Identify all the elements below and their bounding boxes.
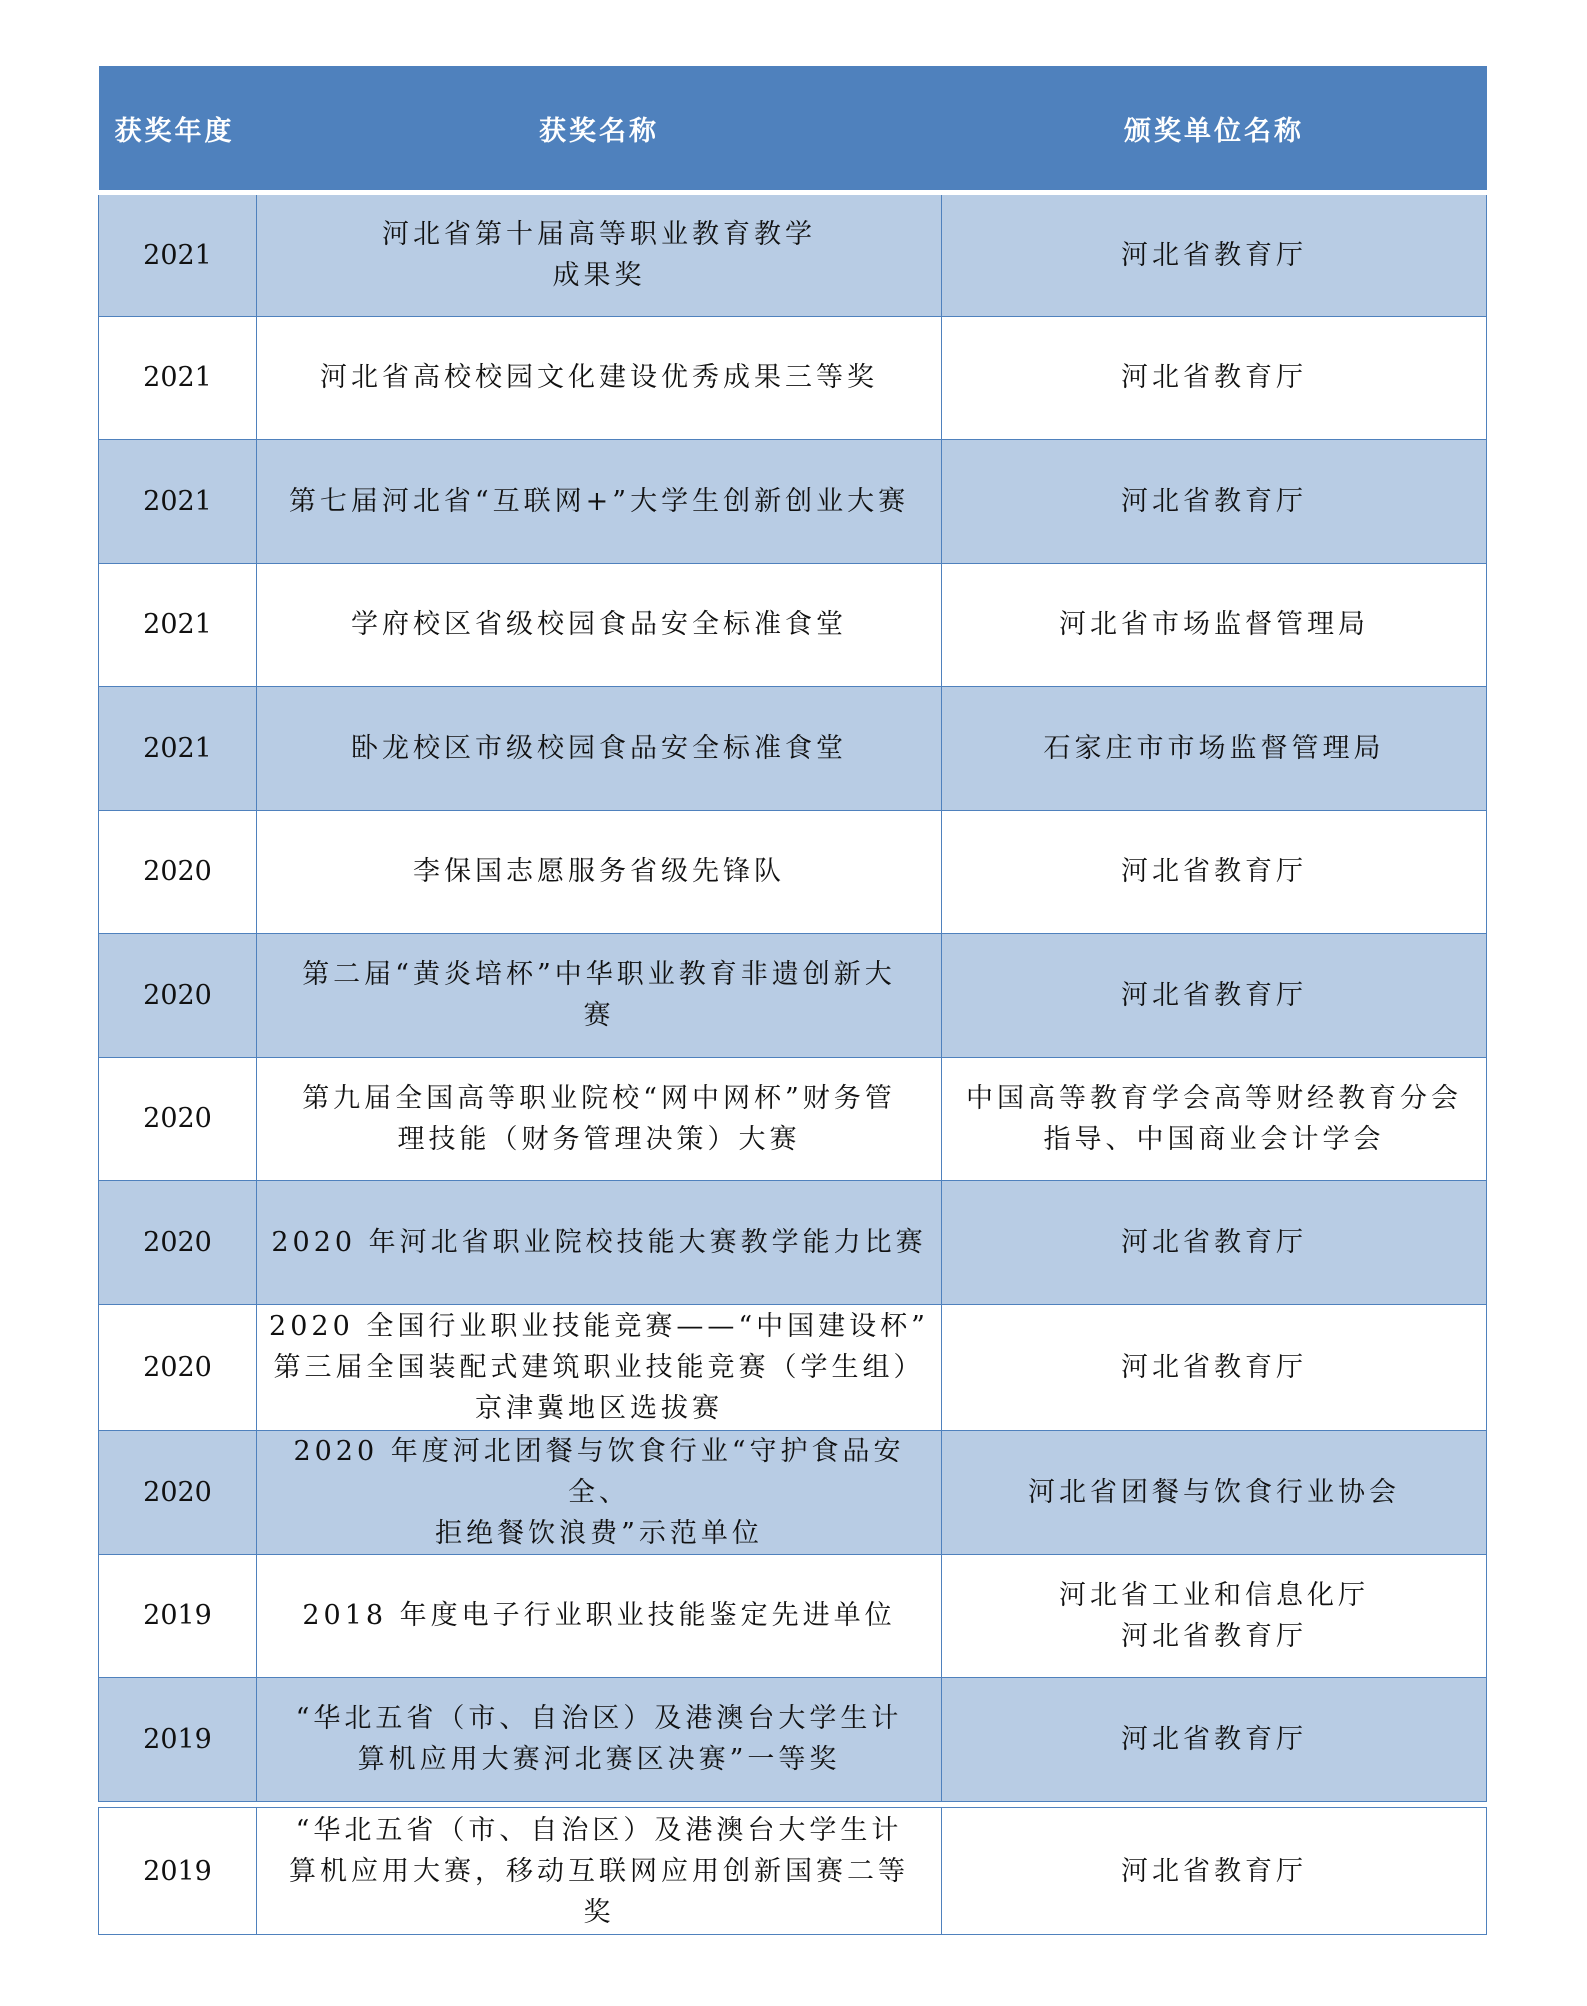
award-name-line: 河北省第十届高等职业教育教学 bbox=[382, 219, 816, 251]
award-name-line: 河北省高校校园文化建设优秀成果三等奖 bbox=[320, 362, 878, 394]
award-name-line: 卧龙校区市级校园食品安全标准食堂 bbox=[351, 732, 847, 764]
header-award: 获奖名称 bbox=[257, 66, 942, 193]
award-name bbox=[257, 810, 942, 934]
header-year: 获奖年度 bbox=[99, 66, 257, 193]
award-name-line: 2020 年度河北团餐与饮食行业“守护食品安全、 bbox=[293, 1435, 905, 1508]
award-year: 2021 bbox=[99, 193, 257, 317]
award-name-line: 京津冀地区选拔赛 bbox=[475, 1392, 723, 1424]
award-name-line: 算机应用大赛河北赛区决赛”一等奖 bbox=[357, 1744, 841, 1776]
table-row bbox=[99, 1430, 1487, 1554]
table-row bbox=[99, 440, 1487, 564]
award-issuer-line: 河北省教育厅 bbox=[1121, 239, 1307, 271]
award-issuer-line: 河北省工业和信息化厅 bbox=[1059, 1579, 1369, 1611]
award-name-line: 李保国志愿服务省级先锋队 bbox=[413, 856, 785, 888]
award-issuer bbox=[942, 440, 1487, 564]
table-row bbox=[99, 1057, 1487, 1181]
award-year: 2020 bbox=[99, 810, 257, 934]
award-issuer bbox=[942, 1808, 1487, 1935]
award-year: 2020 bbox=[99, 1304, 257, 1430]
awards-table bbox=[98, 66, 1487, 1802]
table-row bbox=[99, 1678, 1487, 1802]
award-year: 2020 bbox=[99, 1181, 257, 1305]
table-row bbox=[99, 193, 1487, 317]
award-name-line: 奖 bbox=[583, 1896, 615, 1928]
award-issuer-line: 河北省教育厅 bbox=[1121, 979, 1307, 1011]
award-name-line: 第七届河北省“互联网+”大学生创新创业大赛 bbox=[288, 485, 910, 517]
award-name bbox=[257, 316, 942, 440]
award-name-line: 2018 年度电子行业职业技能鉴定先进单位 bbox=[302, 1600, 896, 1632]
award-year: 2020 bbox=[99, 1430, 257, 1554]
award-issuer-line: 河北省教育厅 bbox=[1121, 1226, 1307, 1258]
table-row bbox=[99, 687, 1487, 811]
table-row bbox=[99, 316, 1487, 440]
award-year: 2019 bbox=[99, 1678, 257, 1802]
award-year: 2019 bbox=[99, 1554, 257, 1678]
table-row bbox=[99, 1808, 1487, 1935]
award-name bbox=[257, 1304, 942, 1430]
award-name bbox=[257, 1430, 942, 1554]
award-name bbox=[257, 563, 942, 687]
award-issuer bbox=[942, 934, 1487, 1058]
award-name-line: 2020 全国行业职业技能竞赛——“中国建设杯” bbox=[269, 1310, 929, 1342]
award-issuer bbox=[942, 1678, 1487, 1802]
award-year: 2021 bbox=[99, 316, 257, 440]
award-issuer bbox=[942, 1304, 1487, 1430]
award-issuer bbox=[942, 1181, 1487, 1305]
award-year: 2021 bbox=[99, 563, 257, 687]
award-issuer-line: 河北省教育厅 bbox=[1121, 1351, 1307, 1383]
table-row bbox=[99, 1181, 1487, 1305]
award-issuer-line: 河北省教育厅 bbox=[1121, 1855, 1307, 1887]
award-issuer bbox=[942, 687, 1487, 811]
award-year: 2020 bbox=[99, 934, 257, 1058]
award-name-line: 第三届全国装配式建筑职业技能竞赛（学生组） bbox=[273, 1351, 925, 1383]
table-row bbox=[99, 563, 1487, 687]
award-issuer bbox=[942, 1057, 1487, 1181]
award-year: 2021 bbox=[99, 687, 257, 811]
award-issuer-line: 河北省教育厅 bbox=[1121, 362, 1307, 394]
award-issuer-line: 中国高等教育学会高等财经教育分会 bbox=[966, 1082, 1462, 1114]
award-name-line: “华北五省（市、自治区）及港澳台大学生计 bbox=[295, 1703, 903, 1735]
award-name-line: “华北五省（市、自治区）及港澳台大学生计 bbox=[295, 1814, 903, 1846]
award-issuer bbox=[942, 810, 1487, 934]
award-name-line: 成果奖 bbox=[552, 260, 646, 292]
award-issuer-line: 指导、中国商业会计学会 bbox=[1043, 1123, 1385, 1155]
award-issuer bbox=[942, 316, 1487, 440]
table-row bbox=[99, 934, 1487, 1058]
award-name bbox=[257, 934, 942, 1058]
award-issuer bbox=[942, 1554, 1487, 1678]
award-issuer bbox=[942, 193, 1487, 317]
table-row bbox=[99, 1304, 1487, 1430]
award-name bbox=[257, 1678, 942, 1802]
award-name-line: 2020 年河北省职业院校技能大赛教学能力比赛 bbox=[271, 1226, 927, 1258]
award-name-line: 第九届全国高等职业院校“网中网杯”财务管 bbox=[302, 1082, 896, 1114]
award-issuer-line: 河北省教育厅 bbox=[1121, 856, 1307, 888]
award-issuer-line: 河北省市场监督管理局 bbox=[1059, 609, 1369, 641]
award-name-line: 赛 bbox=[583, 1000, 615, 1032]
award-name bbox=[257, 193, 942, 317]
award-name bbox=[257, 687, 942, 811]
award-name-line: 第二届“黄炎培杯”中华职业教育非遗创新大 bbox=[302, 959, 896, 991]
award-name-line: 算机应用大赛，移动互联网应用创新国赛二等 bbox=[289, 1855, 909, 1887]
award-issuer-line: 河北省教育厅 bbox=[1121, 485, 1307, 517]
table-row bbox=[99, 1554, 1487, 1678]
award-issuer-line: 河北省教育厅 bbox=[1121, 1723, 1307, 1755]
header-issuer: 颁奖单位名称 bbox=[942, 66, 1487, 193]
award-year: 2019 bbox=[99, 1808, 257, 1935]
award-name bbox=[257, 440, 942, 564]
award-name bbox=[257, 1554, 942, 1678]
award-name bbox=[257, 1808, 942, 1935]
award-name bbox=[257, 1181, 942, 1305]
award-issuer-line: 河北省教育厅 bbox=[1121, 1620, 1307, 1652]
award-name-line: 拒绝餐饮浪费”示范单位 bbox=[435, 1517, 763, 1549]
awards-table-continued bbox=[98, 1807, 1487, 1935]
header-row bbox=[99, 66, 1487, 193]
award-name bbox=[257, 1057, 942, 1181]
award-name-line: 学府校区省级校园食品安全标准食堂 bbox=[351, 609, 847, 641]
award-issuer-line: 河北省团餐与饮食行业协会 bbox=[1028, 1476, 1400, 1508]
award-year: 2020 bbox=[99, 1057, 257, 1181]
award-issuer-line: 石家庄市市场监督管理局 bbox=[1043, 732, 1385, 764]
award-issuer bbox=[942, 563, 1487, 687]
award-name-line: 理技能（财务管理决策）大赛 bbox=[397, 1123, 801, 1155]
award-year: 2021 bbox=[99, 440, 257, 564]
award-issuer bbox=[942, 1430, 1487, 1554]
table-body bbox=[99, 193, 1487, 1802]
table-row bbox=[99, 810, 1487, 934]
